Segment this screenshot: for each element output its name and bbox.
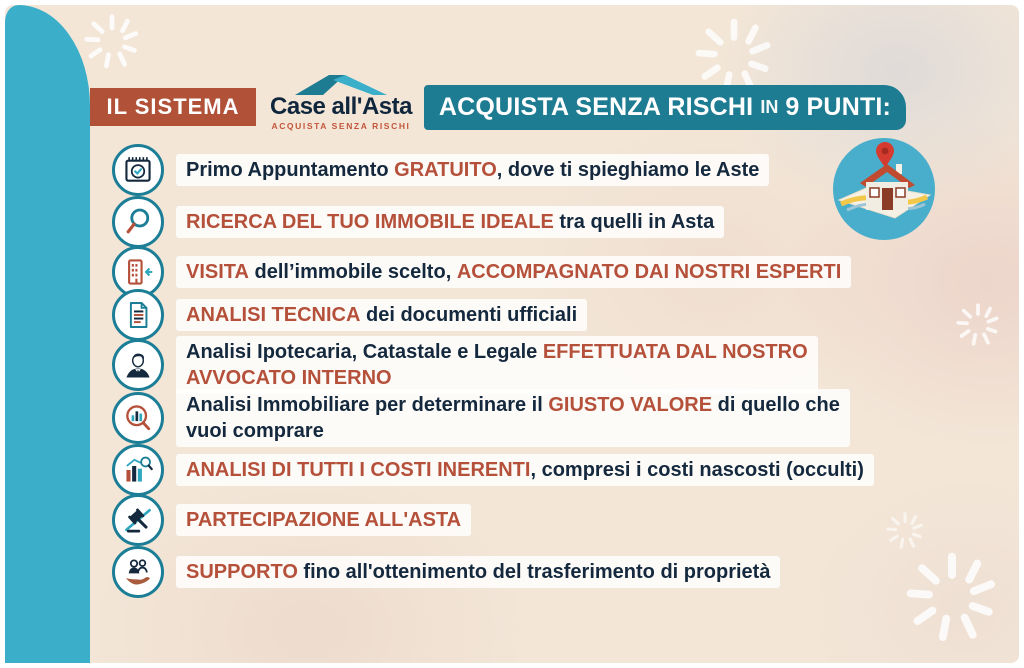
- point-text: [176, 504, 471, 536]
- list-item: [112, 289, 922, 341]
- system-badge-label: IL SISTEMA: [106, 94, 240, 119]
- gavel-icon: [112, 494, 164, 546]
- brand-tagline: ACQUISTA SENZA RISCHI: [271, 121, 411, 132]
- headline-part1: ACQUISTA SENZA RISCHI: [438, 93, 754, 121]
- highlight-text: EFFETTUATA DAL NOSTRO: [542, 341, 808, 363]
- headline-connector: IN: [760, 97, 779, 117]
- point-text: [176, 154, 769, 186]
- highlight-text: AVVOCATO INTERNO: [186, 367, 392, 389]
- search-icon: [112, 196, 164, 248]
- calendar-check-icon: [112, 144, 164, 196]
- body-text: , compresi i costi nascosti (occulti): [530, 459, 864, 481]
- list-item: [112, 339, 922, 391]
- lawyer-icon: [112, 339, 164, 391]
- point-text: [176, 206, 724, 238]
- body-text: Primo Appuntamento: [186, 159, 395, 181]
- highlight-text: ACCOMPAGNATO DAI NOSTRI ESPERTI: [456, 261, 842, 283]
- left-accent-bar: [5, 5, 90, 663]
- body-text: di quello che: [712, 394, 840, 416]
- points-list: [112, 0, 922, 668]
- body-text: tra quelli in Asta: [553, 211, 715, 233]
- point-text: [176, 256, 851, 288]
- list-item: [112, 494, 922, 546]
- body-text: , dove ti spieghiamo le Aste: [496, 159, 760, 181]
- highlight-text: SUPPORTO: [186, 561, 298, 583]
- highlight-text: GIUSTO VALORE: [548, 394, 713, 416]
- value-analysis-icon: [112, 392, 164, 444]
- highlight-text: ANALISI TECNICA: [186, 304, 361, 326]
- highlight-text: PARTECIPAZIONE ALL'ASTA: [186, 509, 462, 531]
- costs-chart-icon: [112, 444, 164, 496]
- point-text: [176, 556, 780, 588]
- headline-part2: 9 PUNTI:: [785, 93, 892, 121]
- list-item: [112, 196, 922, 248]
- point-text: [176, 299, 587, 331]
- brand-name: Case all'Asta: [270, 93, 412, 120]
- support-hands-icon: [112, 546, 164, 598]
- body-text: vuoi comprare: [186, 420, 324, 442]
- point-text: [176, 389, 850, 447]
- body-text: dei documenti ufficiali: [360, 304, 578, 326]
- point-text: [176, 454, 874, 486]
- body-text: dell’immobile scelto,: [248, 261, 457, 283]
- highlight-text: VISITA: [186, 261, 249, 283]
- list-item: [112, 546, 922, 598]
- body-text: Analisi Immobiliare per determinare il: [186, 394, 549, 416]
- body-text: Analisi Ipotecaria, Catastale e Legale: [186, 341, 543, 363]
- body-text: fino all'ottenimento del trasferimento di proprietà: [297, 561, 771, 583]
- point-text: [176, 336, 818, 394]
- document-icon: [112, 289, 164, 341]
- highlight-text: ANALISI DI TUTTI I COSTI INERENTI: [186, 459, 531, 481]
- list-item: [112, 444, 922, 496]
- highlight-text: RICERCA DEL TUO IMMOBILE IDEALE: [186, 211, 554, 233]
- list-item: [112, 392, 922, 444]
- highlight-text: GRATUITO: [394, 159, 497, 181]
- list-item: [112, 144, 922, 196]
